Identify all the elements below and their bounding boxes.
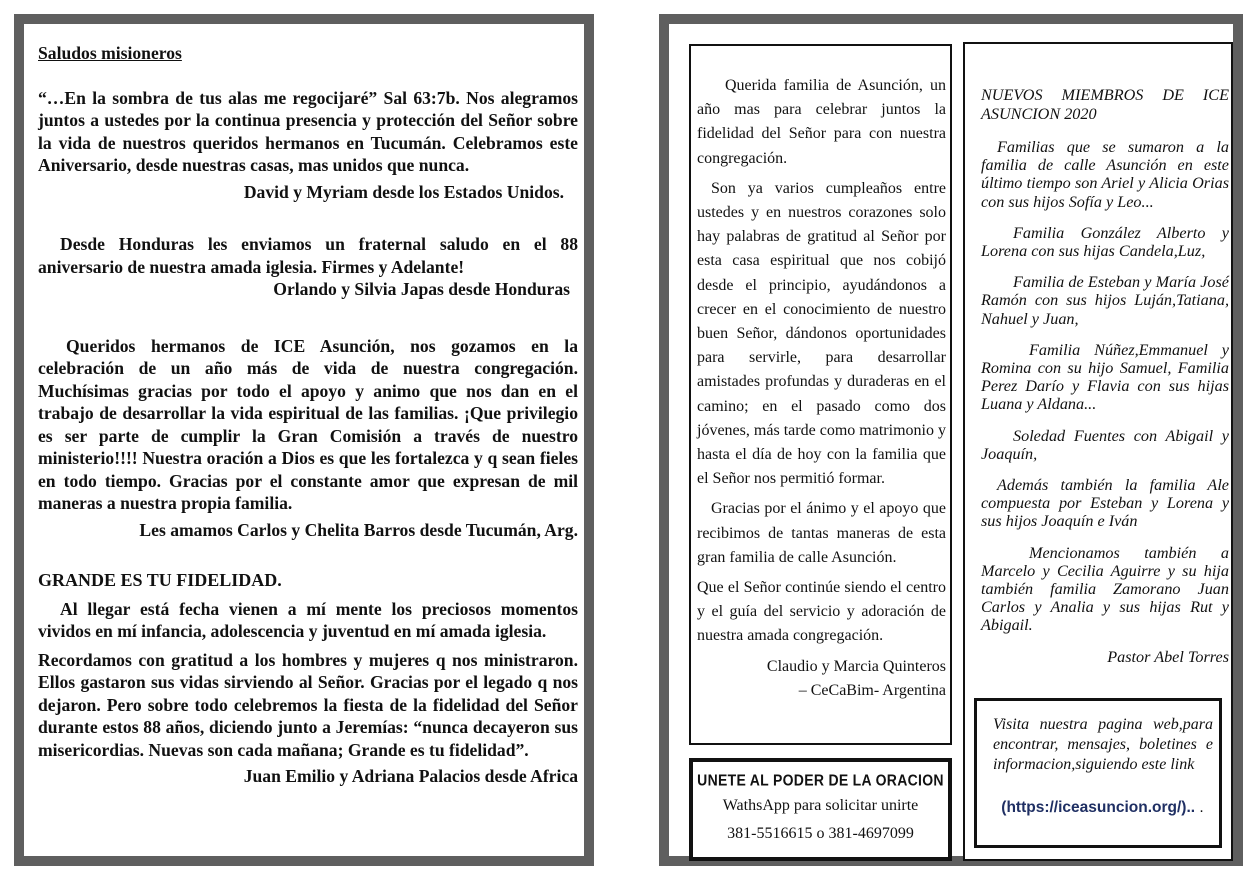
heading-saludos: Saludos misioneros [38,43,182,63]
signature-tucuman: Les amamos Carlos y Chelita Barros desde Tucumán, Arg. [139,519,578,540]
members-paragraph: Soledad Fuentes con Abigail y Joaquín, [981,426,1229,463]
left-page [14,14,594,866]
letter-paragraph: Gracias por el ánimo y el apoyo que recibimos de tantas maneras de esta gran familia de calle Asunción. [697,500,946,566]
left-page-content [38,42,578,788]
members-paragraph: Además también la familia Ale compuesta por Esteban y Lorena y sus hijos Joaquín e Iván [981,476,1229,531]
website-link-trail: . [1195,799,1204,816]
members-paragraph: Familia Núñez,Emmanuel y Romina con su hijo Samuel, Familia Perez Darío y Flavia con sus hijas Luana y Aldana... [981,340,1229,414]
signature-david-myriam: David y Myriam desde los Estados Unidos. [243,181,564,202]
prayer-box [689,758,952,861]
members-title: NUEVOS MIEMBROS DE ICE ASUNCION 2020 [981,86,1229,123]
prayer-title: UNETE AL PODER DE LA ORACION [697,770,944,790]
website-link[interactable] [995,799,1210,817]
new-members-box [963,42,1233,861]
message-palacios-part2: Recordamos con gratitud a los hombres y mujeres q nos ministraron. Ellos gastaron sus vidas sirviendo al Señor. Gracias por el legado q nos dejaron. Pero sobre todo celebremos la fiesta de la fidelidad del Señor durante estos 88 años, diciendo junto a Jeremías: “nunca decayeron sus misericordias. Nuevas son cada mañana; Grande es tu fidelidad”. [38,649,578,760]
signature-palacios: Juan Emilio y Adriana Palacios desde Africa [243,766,578,786]
heading-grande-es-tu-fidelidad: GRANDE ES TU FIDELIDAD. [38,570,282,590]
prayer-phone-numbers: 381-5516615 o 381-4697099 [727,825,914,842]
right-page [659,14,1243,866]
website-link-url[interactable]: (https://iceasuncion.org/).. [1001,799,1196,816]
letter-signature [697,655,946,703]
letter-signature-line2: – CeCaBim- Argentina [798,681,946,699]
letter-box [689,44,952,745]
letter-paragraph: Querida familia de Asunción, un año mas para celebrar juntos la fidelidad del Señor para con nuestra congregación. [697,77,946,167]
prayer-whatsapp-text: WathsApp para solicitar unirte [722,797,919,814]
letter-paragraph: Que el Señor continúe siendo el centro y el guía del servicio y adoración de nuestra amada congregación. [697,579,946,645]
website-text: Visita nuestra pagina web,para encontrar, mensajes, boletines e informacion,siguiendo este link [993,716,1213,773]
message-tucuman: Queridos hermanos de ICE Asunción, nos gozamos en la celebración de un año más de vida de nuestra congregación. Muchísimas gracias por todo el apoyo y animo que nos dan en el trabajo de desarrollar la vida espiritual de las familias. ¡Que privilegio es ser parte de cumplir la Gran Comisión a través de nuestro ministerio!!!! Nuestra oración a Dios es que les fortalezca y q sean fieles en todo tiempo. Gracias por el constante amor que expresan de mil maneras a nuestra propia familia. [38,335,578,513]
members-paragraph: Familias que se sumaron a la familia de calle Asunción en este último tiempo son Ariel y Alicia Orias con sus hijos Sofía y Leo... [981,138,1229,211]
letter-text [697,74,946,703]
signature-honduras: Orlando y Silvia Japas desde Honduras [273,279,570,299]
members-paragraph: Mencionamos también a Marcelo y Cecilia Aguirre y su hija también familia Zamorano Juan Carlos y Analia y sus hijas Rut y Abigail. [981,543,1229,635]
message-honduras: Desde Honduras les enviamos un fraternal saludo en el 88 aniversario de nuestra amada iglesia. Firmes y Adelante! [38,234,578,277]
members-paragraph: Familia de Esteban y María José Ramón con sus hijos Luján,Tatiana, Nahuel y Juan, [981,273,1229,328]
message-palacios-part1: Al llegar está fecha vienen a mí mente los preciosos momentos vividos en mí infancia, adolescencia y juventud en mí amada iglesia. [38,598,578,641]
website-box [974,698,1222,848]
members-paragraph: Familia González Alberto y Lorena con sus hijas Candela,Luz, [981,223,1229,261]
message-david-myriam: “…En la sombra de tus alas me regocijaré” Sal 63:7b. Nos alegramos juntos a ustedes por la continua presencia y protección del Señor sobre la vida de nuestros queridos hermanos en Tucumán. Celebramos este Aniversario, desde nuestras casas, mas unidos que nunca. [38,87,578,175]
letter-signature-line1: Claudio y Marcia Quinteros [766,657,946,675]
letter-paragraph: Son ya varios cumpleaños entre ustedes y en nuestros corazones solo hay palabras de gratitud al Señor por esta casa espiritual que nos cobijó desde el principio, ayudándonos a crecer en el conocimiento de nuestro buen Señor, dándonos oportunidades para servirle, para desarrollar amistades profundas y duraderas en el camino; en el pasado como dos jóvenes, más tarde como matrimonio y hasta el día de hoy con la familia que el Señor nos permitió formar. [697,179,946,488]
members-text [981,86,1229,679]
pastor-signature: Pastor Abel Torres [1107,647,1229,666]
